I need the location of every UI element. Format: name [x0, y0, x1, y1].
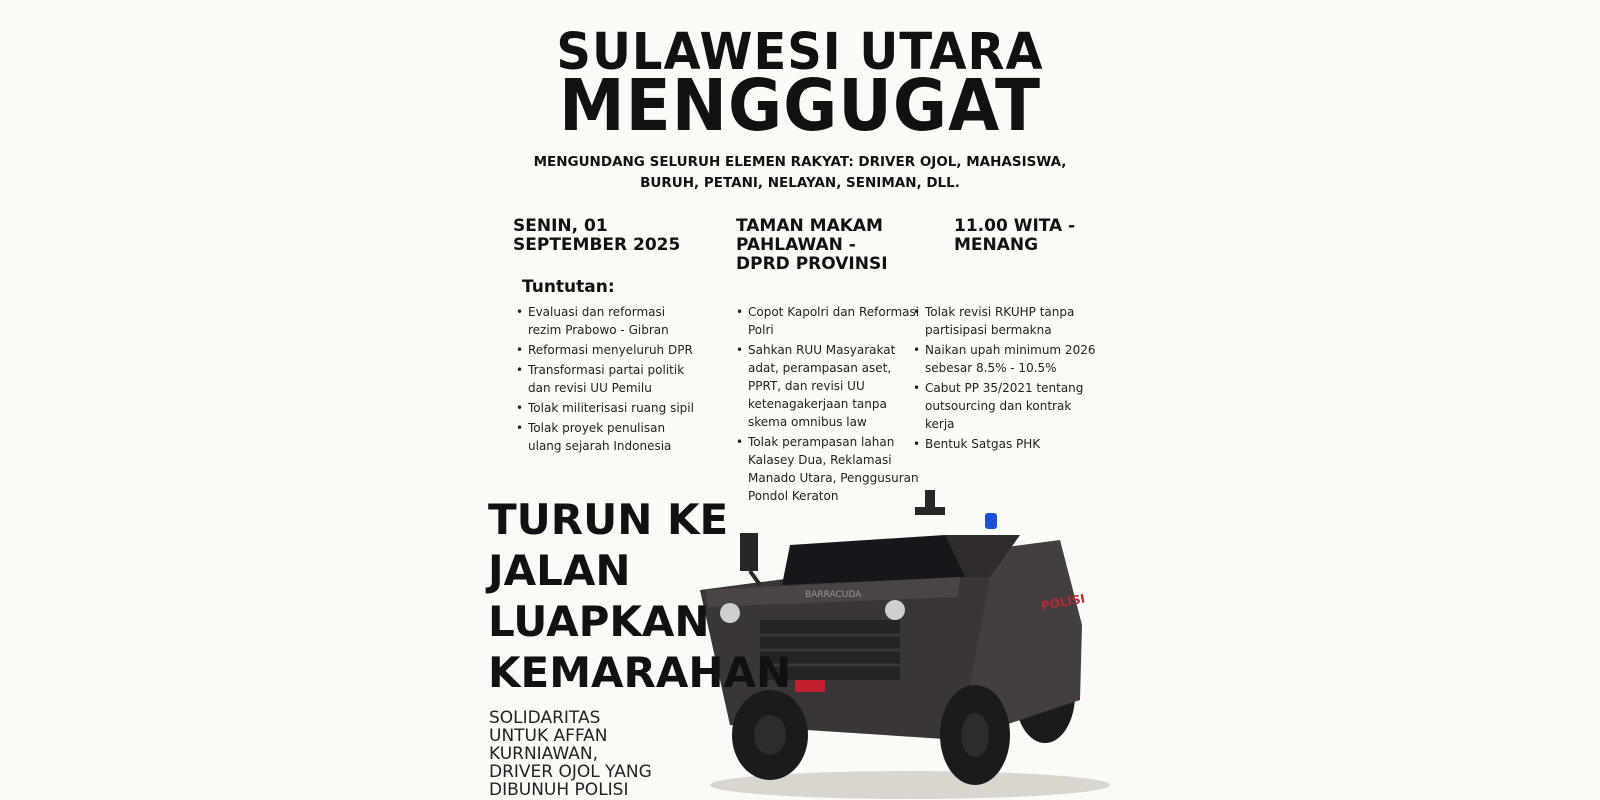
demands-list-column3 [911, 303, 1101, 455]
list-item: • Tolak proyek penulisan ulang sejarah Indonesia [514, 419, 694, 455]
event-date [513, 217, 713, 255]
list-item: • Naikan upah minimum 2026 sebesar 8.5% - 10.5% [911, 341, 1101, 377]
poster-title-line1: SULAWESI UTARA [556, 22, 1044, 82]
vehicle-windshield [782, 535, 965, 585]
solidarity-line5: DIBUNUH POLISI [489, 780, 629, 800]
list-item: • Bentuk Satgas PHK [911, 435, 1101, 453]
solidarity-line1: SOLIDARITAS [489, 708, 601, 728]
list-item: • Tolak revisi RKUHP tanpa partisipasi bermakna [911, 303, 1101, 339]
list-item: • Evaluasi dan reformasi rezim Prabowo - Gibran [514, 303, 694, 339]
solidarity-line3: KURNIAWAN, [489, 744, 599, 764]
list-item: • Sahkan RUU Masyarakat adat, perampasan aset, PPRT, dan revisi UU ketenagakerjaan tanpa skema omnibus law [734, 341, 924, 431]
slogan-line2: JALAN [488, 546, 631, 595]
list-item: • Tolak militerisasi ruang sipil [514, 399, 694, 417]
solidarity-line2: UNTUK AFFAN [489, 726, 608, 746]
demands-heading: Tuntutan: [522, 277, 615, 297]
vehicle-brand-text: BARRACUDA [805, 590, 862, 600]
poster-title-line2: MENGGUGAT [558, 63, 1042, 148]
list-item: • Reformasi menyeluruh DPR [514, 341, 694, 359]
slogan-line1: TURUN KE [488, 495, 729, 544]
slogan-line3: LUAPKAN [488, 597, 710, 646]
list-item: • Cabut PP 35/2021 tentang outsourcing dan kontrak kerja [911, 379, 1101, 433]
event-time-line1: 11.00 WITA - [954, 216, 1076, 236]
slogan [488, 494, 791, 698]
vehicle-plate-light [795, 680, 825, 692]
demands-list-column1 [514, 303, 694, 457]
event-time-line2: MENANG [954, 235, 1039, 255]
event-date-line2: SEPTEMBER 2025 [513, 235, 681, 255]
event-time [954, 217, 1104, 255]
invitation-line2: BURUH, PETANI, NELAYAN, SENIMAN, DLL. [640, 175, 960, 191]
event-location-line1: TAMAN MAKAM [736, 216, 883, 236]
solidarity-line4: DRIVER OJOL YANG [489, 762, 652, 782]
list-item: • Tolak perampasan lahan Kalasey Dua, Reklamasi Manado Utara, Penggusuran Pondol Keraton [734, 433, 924, 505]
event-location [736, 217, 936, 274]
event-date-line1: SENIN, 01 [513, 216, 608, 236]
event-location-line3: DPRD PROVINSI [736, 254, 888, 274]
event-location-line2: PAHLAWAN - [736, 235, 856, 255]
list-item: • Transformasi partai politik dan revisi UU Pemilu [514, 361, 694, 397]
demands-list-column2 [734, 303, 924, 507]
solidarity-text [489, 709, 689, 799]
vehicle-siren-light [985, 513, 997, 529]
slogan-line4: KEMARAHAN [488, 648, 792, 697]
vehicle-side-text: POLISI [1040, 591, 1087, 613]
list-item: • Copot Kapolri dan Reformasi Polri [734, 303, 924, 339]
invitation-line1: MENGUNDANG SELURUH ELEMEN RAKYAT: DRIVER OJOL, MAHASISWA, [533, 154, 1067, 170]
invitation-text [500, 152, 1100, 194]
vehicle-headlight-right [885, 600, 905, 620]
